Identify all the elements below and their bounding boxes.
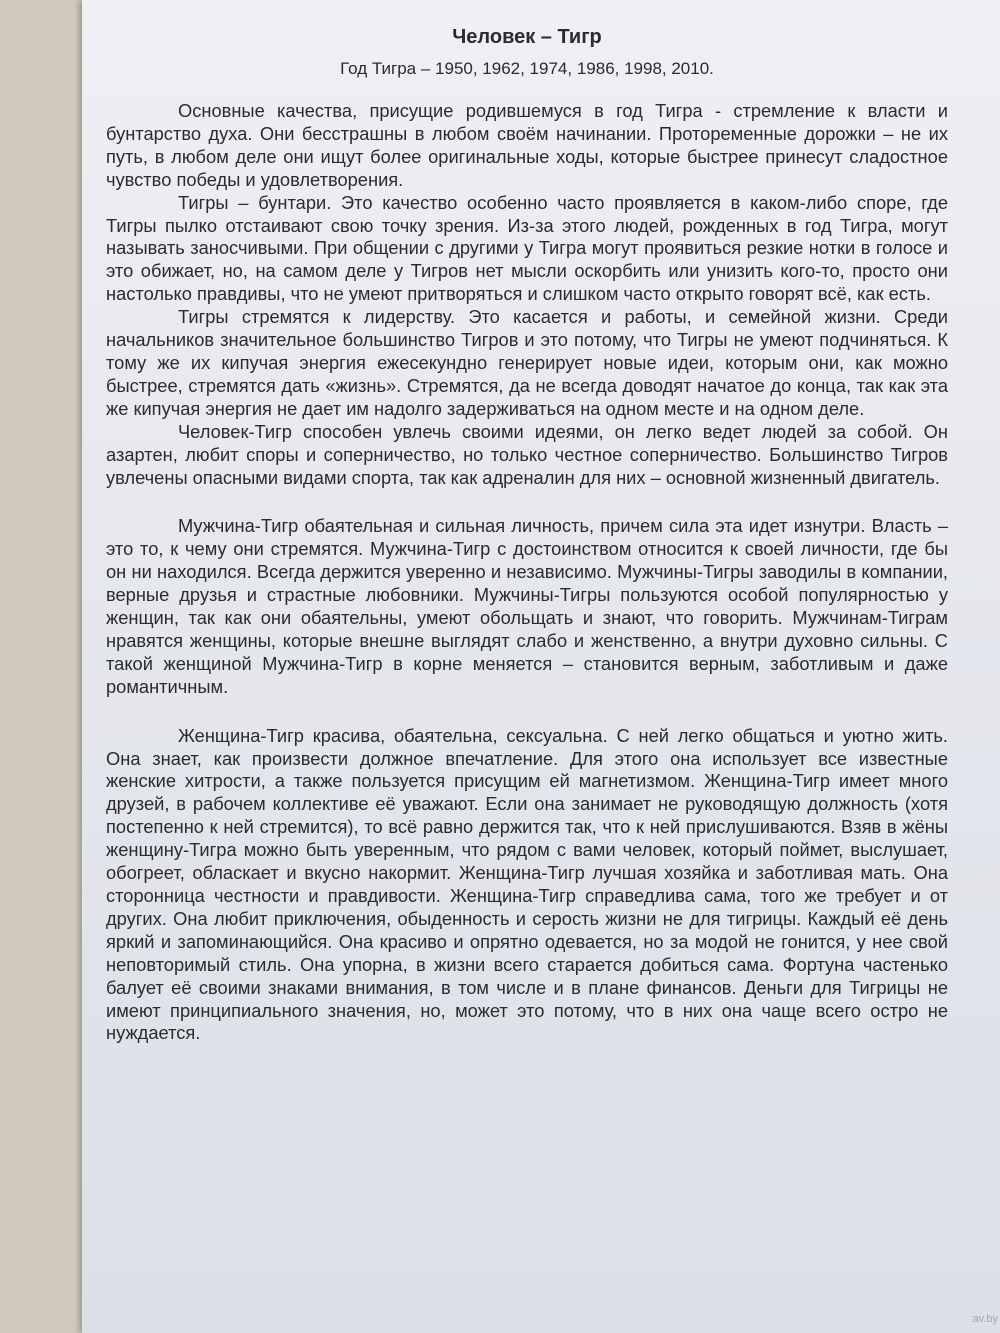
paragraph-5: Мужчина-Тигр обаятельная и сильная личность, причем сила эта идет изнутри. Власть – это то, к чему они стремятся. Мужчина-Тигр с достоинством относится к своей личности, где бы он ни находился. Всегда держится уверенно и независимо. Мужчины-Тигры заводилы в компании, верные друзья и страстные любовники. Мужчины-Тигры пользуются особой популярностью у женщин, так как они обаятельны, умеют обольщать и знают, что говорить. Мужчинам-Тиграм нравятся женщины, которые внешне выглядят слабо и женственно, а внутри духовно сильны. С такой женщиной Мужчина-Тигр в корне меняется – становится верным, заботливым и даже романтичным.	[106, 515, 948, 697]
document-page	[106, 18, 948, 1318]
paragraph-3: Тигры стремятся к лидерству. Это касается и работы, и семейной жизни. Среди начальников значительное большинство Тигров и это потому, что Тигры не умеют подчиняться. К тому же их кипучая энергия ежесекундно генерирует новые идеи, которым они, как можно быстрее, стремятся дать «жизнь». Стремятся, да не всегда доводят начатое до конца, так как эта же кипучая энергия не дает им надолго задерживаться на одном месте и на одном деле.	[106, 306, 948, 419]
paragraph-1: Основные качества, присущие родившемуся в год Тигра - стремление к власти и бунтарство духа. Они бесстрашны в любом своём начинании. Протоременные дорожки – не их путь, в любом деле они ищут более оригинальные ходы, которые быстрее принесут сладостное чувство победы и удовлетворения.	[106, 100, 948, 190]
paragraph-6: Женщина-Тигр красива, обаятельна, сексуальна. С ней легко общаться и уютно жить. Она знает, как произвести должное впечатление. Для этого она использует все известные женские хитрости, а также пользуется присущим ей магнетизмом. Женщина-Тигр имеет много друзей, в рабочем коллективе её уважают. Если она занимает не руководящую должность (хотя постепенно к ней стремится), то всё равно держится так, что к ней прислушиваются. Взяв в жёны женщину-Тигра можно быть уверенным, что рядом с вами человек, который поймет, выслушает, обогреет, обласкает и вкусно накормит. Женщина-Тигр лучшая хозяйка и заботливая мать. Она сторонница честности и правдивости. Женщина-Тигр справедлива сама, того же требует и от других. Она любит приключения, обыденность и серость жизни не для тигрицы. Каждый её день яркий и запоминающийся. Она красиво и опрятно одевается, но за модой не гонится, у нее свой неповторимый стиль. Она упорна, в жизни всего старается добиться сама. Фортуна частенько балует её своими знаками внимания, в том числе и в плане финансов. Деньги для Тигрицы не имеют принципиального значения, но, может это потому, что в них она чаще всего остро не нуждается.	[106, 724, 948, 1044]
paragraph-4: Человек-Тигр способен увлечь своими идеями, он легко ведет людей за собой. Он азартен, любит споры и соперничество, но только честное соперничество. Большинство Тигров увлечены опасными видами спорта, так как адреналин для них – основной жизненный двигатель.	[106, 420, 948, 488]
watermark: av.by	[972, 1313, 998, 1325]
document-subtitle: Год Тигра – 1950, 1962, 1974, 1986, 1998, 2010.	[340, 59, 714, 78]
document-title: Человек – Тигр	[452, 26, 602, 48]
paragraph-2: Тигры – бунтари. Это качество особенно часто проявляется в каком-либо споре, где Тигры пылко отстаивают свою точку зрения. Из-за этого людей, рожденных в год Тигра, могут называть заносчивыми. При общении с другими у Тигра могут проявиться резкие нотки в голосе и это обижает, но, на самом деле у Тигров нет мысли оскорбить или унизить кого-то, просто они настолько правдивы, что не умеют притворяться и слишком часто открыто говорят всё, как есть.	[106, 191, 948, 305]
